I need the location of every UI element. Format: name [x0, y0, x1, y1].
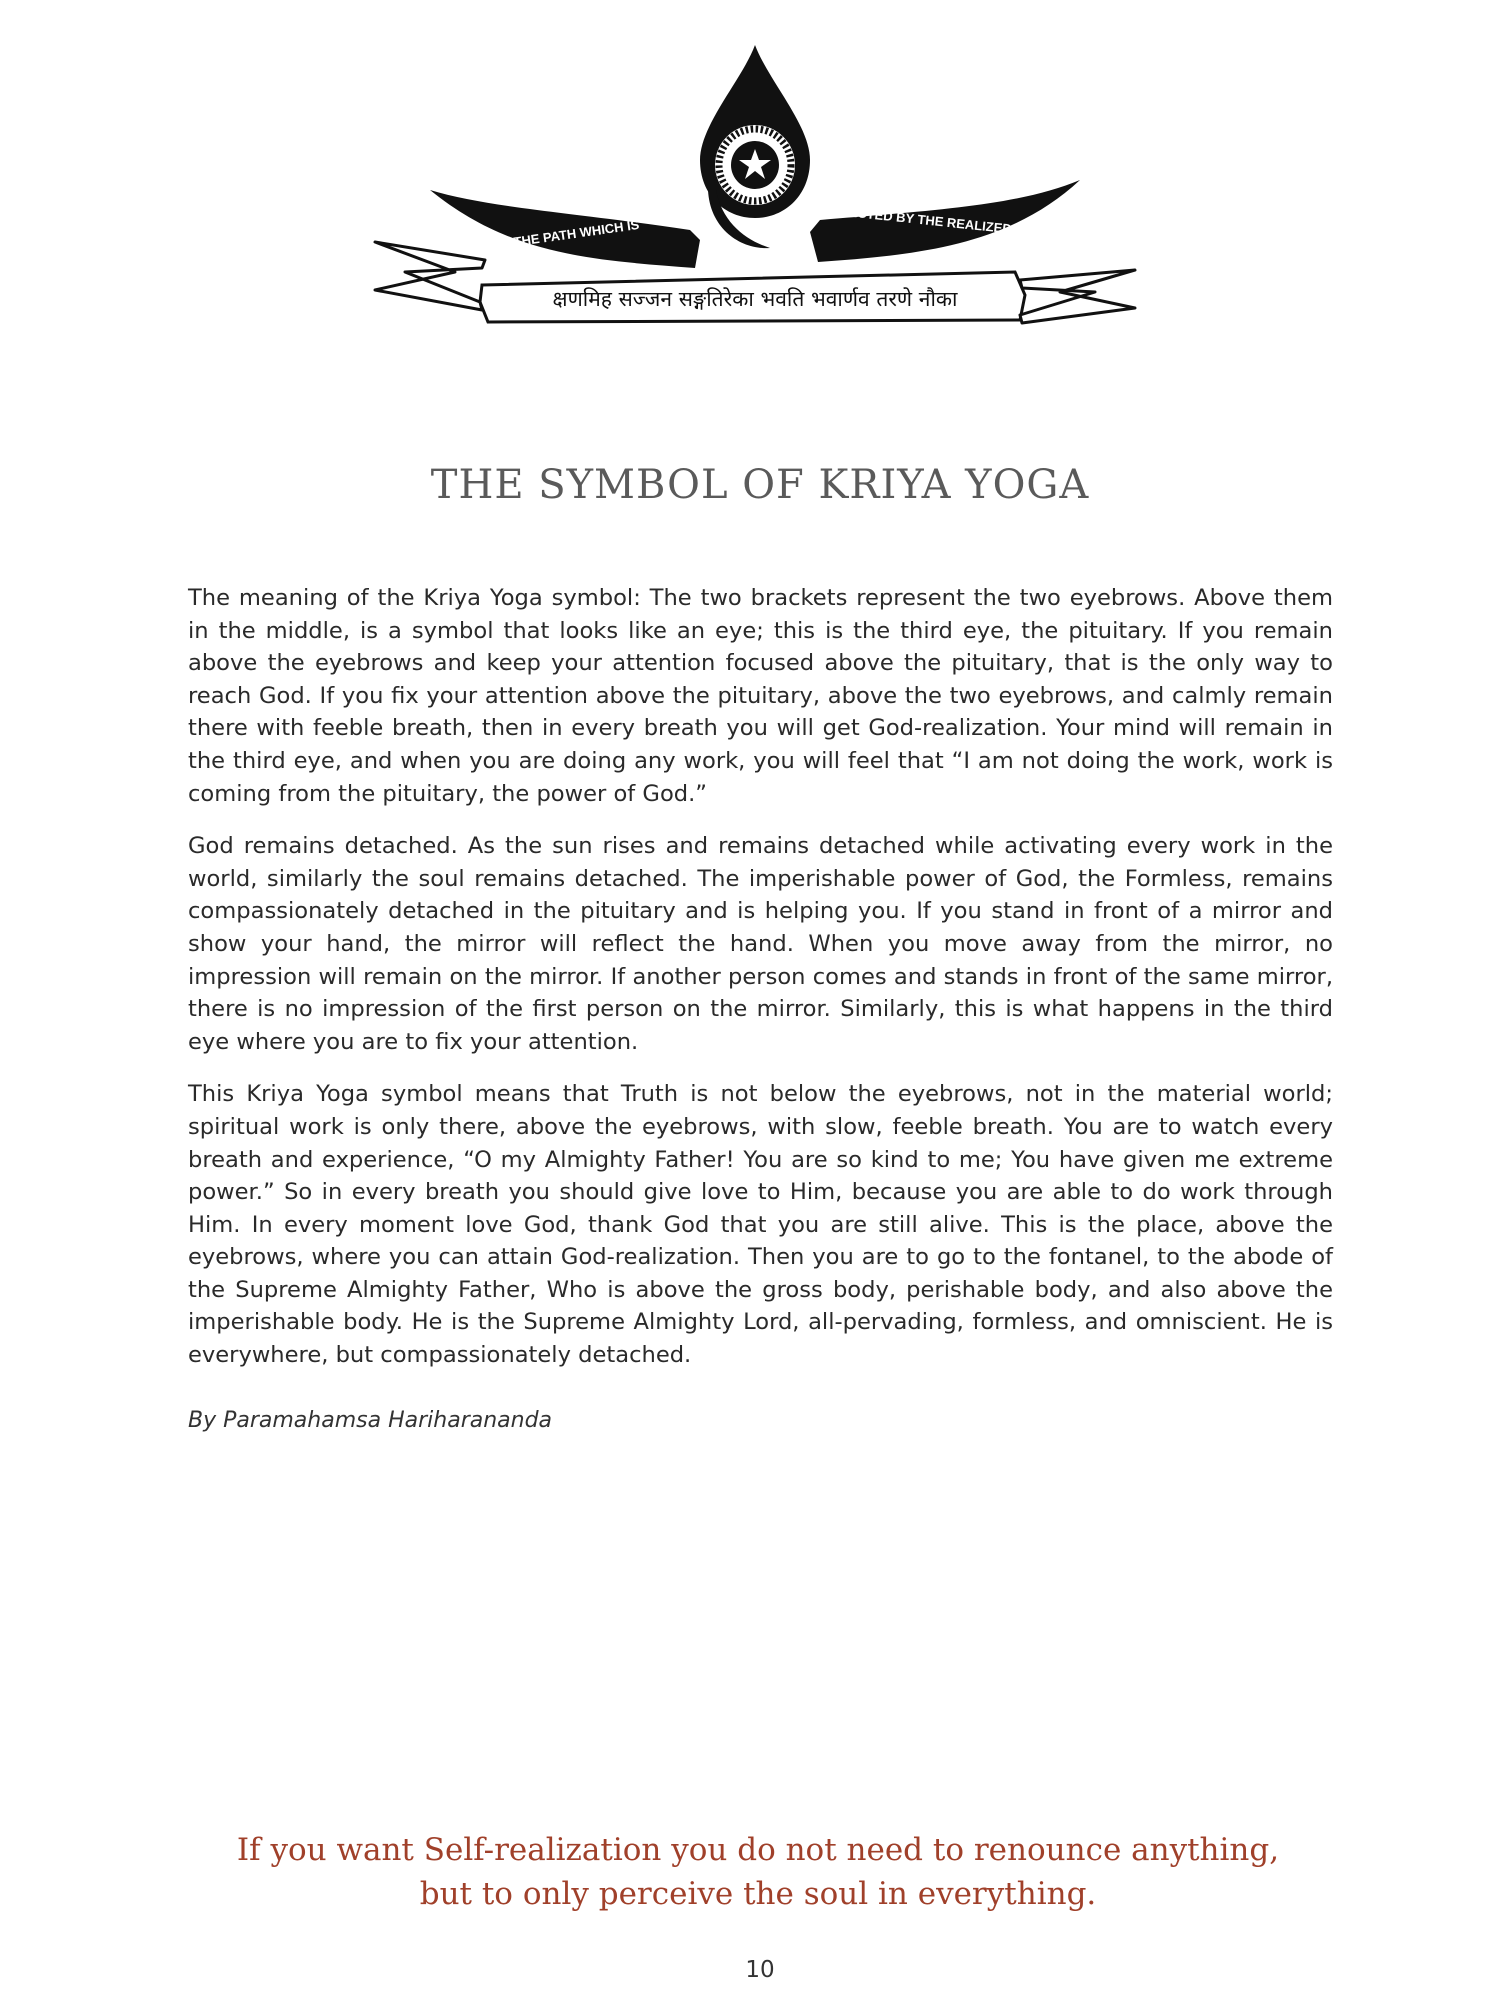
third-eye-drop-icon: [700, 45, 810, 218]
right-eyebrow-bracket-icon: [1020, 270, 1135, 323]
quote-line-1: If you want Self-realization you do not need to renounce anything,: [236, 1832, 1280, 1868]
author-byline: By Paramahamsa Hariharananda: [188, 1408, 553, 1433]
paragraph: God remains detached. As the sun rises and remains detached while activating every work in the world, similarly the soul remains detached. The imperishable power of God, the Formless, remains compassionately detached in the pituitary and is helping you. If you stand in front of a mirror and show your hand, the mirror will reflect the hand. When you move away from the mirror, no impression will remain on the mirror. If another person comes and stands in front of the same mirror, there is no impression of the first person on the mirror. Similarly, this is what happens in the third eye where you are to fix your attention.: [188, 833, 1333, 1055]
page-number: 10: [745, 1957, 775, 1983]
right-banner-text: DIRECTED BY THE REALIZED: [825, 202, 1013, 237]
quote-line-2: but to only perceive the soul in everything.: [419, 1876, 1097, 1912]
left-banner-text: THAT IS THE PATH WHICH IS: [459, 216, 641, 257]
sanskrit-text: क्षणमिह सज्जन सङ्गतिरेका भवति भवार्णव तरणे नौका: [552, 287, 958, 311]
paragraph: This Kriya Yoga symbol means that Truth is not below the eyebrows, not in the material world; spiritual work is only there, above the eyebrows, with slow, feeble breath. You are to watch every breath and experience, “O my Almighty Father! You are so kind to me; You have given me extreme power.” So in every breath you should give love to Him, because you are able to do work through Him. In every moment love God, thank God that you are still alive. This is the place, above the eyebrows, where you can attain God-realization. Then you are to go to the fontanel, to the abode of the Supreme Almighty Father, Who is above the gross body, perishable body, and also above the imperishable body. He is the Supreme Almighty Lord, all-pervading, formless, and omniscient. He is everywhere, but compassionately detached.: [188, 1081, 1333, 1369]
closing-quote: [0, 1828, 1500, 1916]
paragraph: The meaning of the Kriya Yoga symbol: The two brackets represent the two eyebrows. Above them in the middle, is a symbol that looks like an eye; this is the third eye, the pituitary. If you remain above the eyebrows and keep your attention focused above the pituitary, that is the only way to reach God. If you fix your attention above the pituitary, above the two eyebrows, and calmly remain there with feeble breath, then in every breath you will get God-realization. Your mind will remain in the third eye, and when you are doing any work, you will feel that “I am not doing the work, work is coming from the pituitary, the power of God.”: [188, 585, 1333, 807]
body-text: [188, 582, 1333, 1392]
page-title: THE SYMBOL OF KRIYA YOGA: [430, 462, 1090, 508]
kriya-yoga-emblem: [370, 40, 1140, 340]
